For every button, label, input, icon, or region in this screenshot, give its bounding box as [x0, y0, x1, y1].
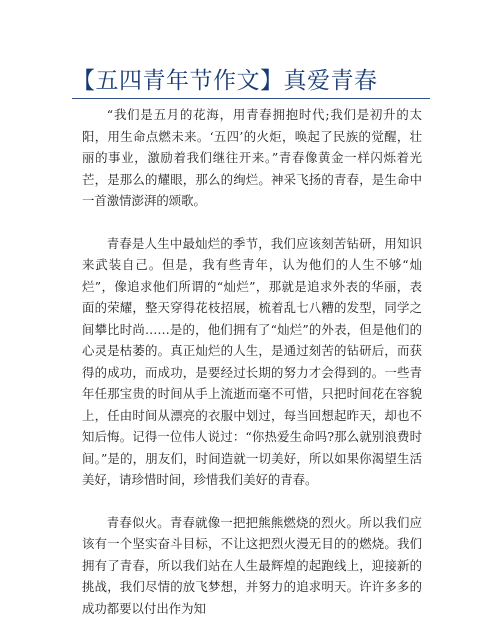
- paragraph-2: 青春是人生中最灿烂的季节，我们应该刻苦钻研，用知识来武装自己。但是，我有些青年，认为他们的人生不够“灿烂”，像追求他们所谓的“灿烂”，那就是追求外表的华丽，表面的荣耀，整天穿得花枝招展，梳着乱七八糟的发型，同学之间攀比时尚……是的，他们拥有了“灿烂”的外表，但是他们的心灵是枯萎的。真正灿烂的人生，是通过刻苦的钻研后，而获得的成功，而成功，是要经过长期的努力才会得到的。一些青年任那宝贵的时间从手上流逝而毫不可惜，只把时间花在容貌上，任由时间从漂亮的衣服中划过，每当回想起昨天，却也不知后悔。记得一位伟人说过：“你热爱生命吗?那么就别浪费时间。”是的，朋友们，时间造就一切美好，所以如果你渴望生活美好，请珍惜时间，珍惜我们美好的青春。: [82, 235, 422, 487]
- title-underline: [72, 98, 430, 99]
- paragraph-1: “我们是五月的花海，用青春拥抱时代;我们是初升的太阳，用生命点燃未来。‘五四’的火炬，唤起了民族的觉醒，壮丽的事业，激励着我们继往开来。”青春像黄金一样闪烁着光芒，是那么的耀眼，那么的绚烂。神采飞扬的青春，是生命中一首激情澎湃的颂歌。: [82, 107, 422, 208]
- article-body: [82, 104, 422, 640]
- paragraph-3: 青春似火。青春就像一把把熊熊燃烧的烈火。所以我们应该有一个坚实奋斗目标，不让这把烈火漫无目的的燃烧。我们拥有了青春，所以我们站在人生最辉煌的起跑线上，迎接新的挑战，我们尽情的放飞梦想，并努力的追求明天。许许多多的成功都要以付出作为知: [82, 514, 422, 616]
- page-title: 【五四青年节作文】真爱青春: [72, 68, 378, 94]
